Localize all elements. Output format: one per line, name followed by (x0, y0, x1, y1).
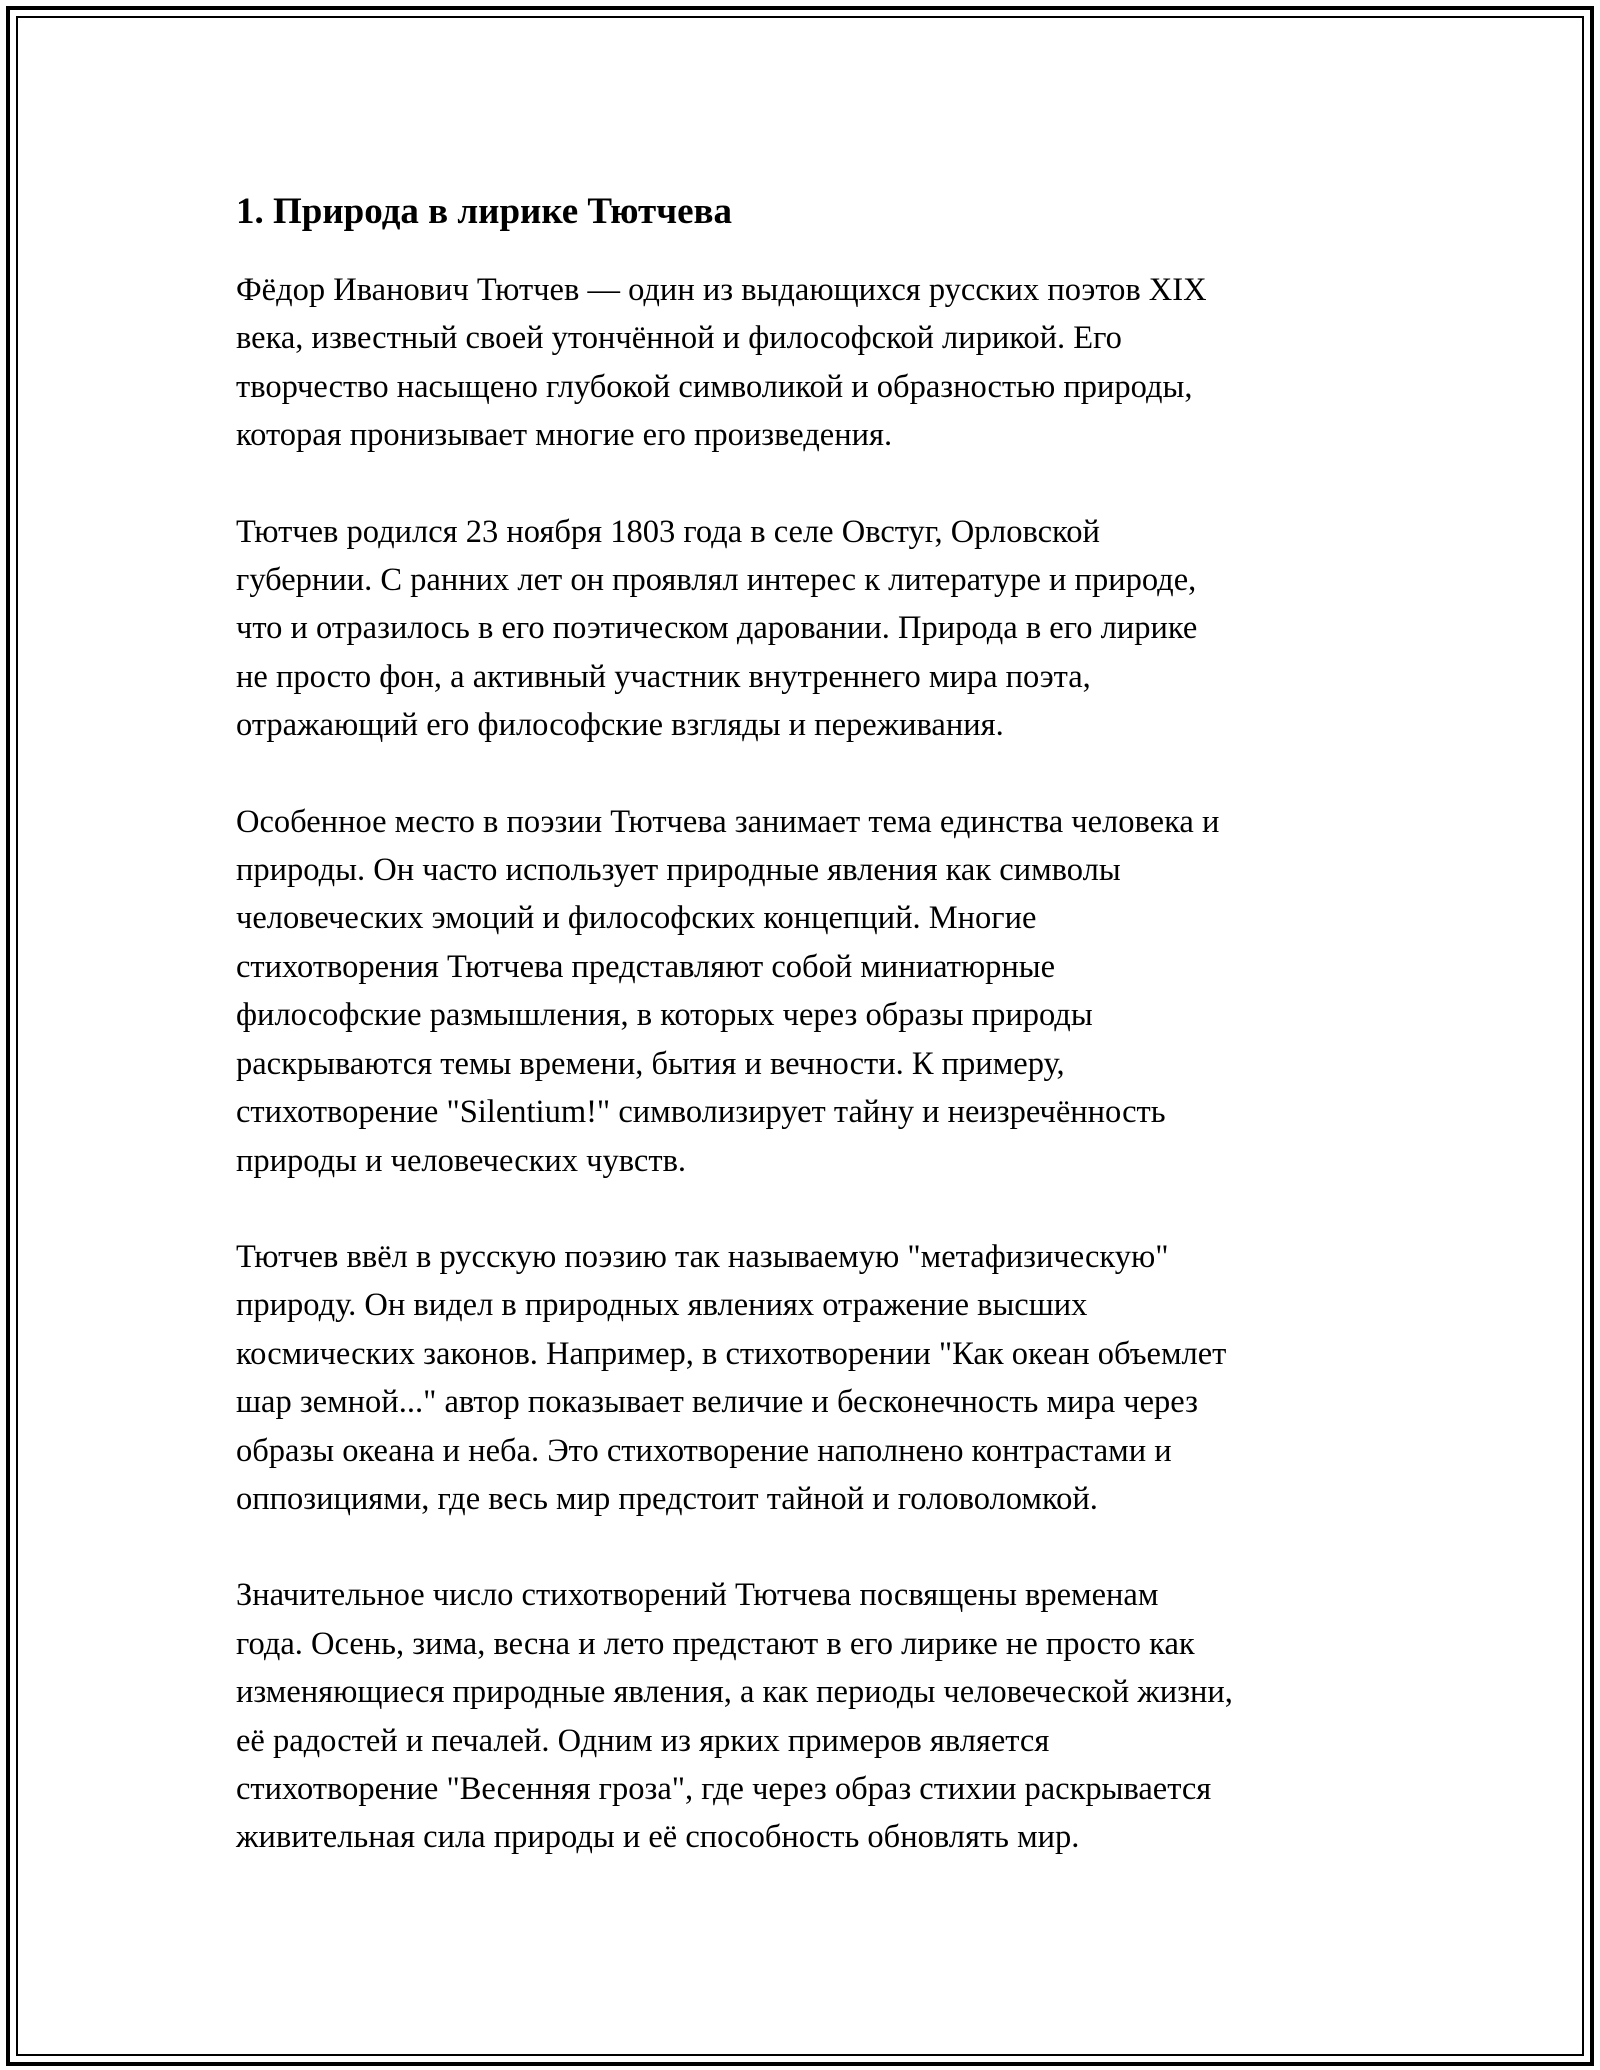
text-line: шар земной..." автор показывает величие и бесконечность мира через (236, 1384, 1198, 1421)
text-line: Особенное место в поэзии Тютчева занимает тема единства человека и (236, 803, 1220, 840)
text-line: природу. Он видел в природных явлениях отражение высших (236, 1287, 1088, 1324)
text-line: философские размышления, в которых через образы природы (236, 997, 1093, 1034)
text-line: творчество насыщено глубокой символикой и образностью природы, (236, 368, 1193, 405)
text-line: Значительное число стихотворений Тютчева посвящены временам (236, 1577, 1159, 1614)
text-line: Тютчев родился 23 ноября 1803 года в селе Овстуг, Орловской (236, 513, 1100, 550)
text-line: отражающий его философские взгляды и переживания. (236, 707, 1004, 744)
paragraph-biography (236, 508, 1376, 750)
text-line: человеческих эмоций и философских концепций. Многие (236, 900, 1037, 937)
text-line: космических законов. Например, в стихотворении "Как океан объемлет (236, 1335, 1227, 1372)
document-body (236, 182, 1376, 1910)
text-line: не просто фон, а активный участник внутреннего мира поэта, (236, 658, 1091, 695)
text-line: раскрываются темы времени, бытия и вечности. К примеру, (236, 1045, 1065, 1082)
text-line: года. Осень, зима, весна и лето предстают в его лирике не просто как (236, 1625, 1195, 1662)
text-line: стихотворение "Весенняя гроза", где через образ стихии раскрывается (236, 1770, 1212, 1807)
text-line: природы и человеческих чувств. (236, 1142, 687, 1179)
text-line: что и отразилось в его поэтическом даровании. Природа в его лирике (236, 610, 1198, 647)
paragraph-unity-theme (236, 798, 1376, 1185)
text-line: века, известный своей утончённой и философской лирикой. Его (236, 320, 1122, 357)
paragraph-metaphysical-nature (236, 1233, 1376, 1523)
text-line: стихотворения Тютчева представляют собой миниатюрные (236, 948, 1056, 985)
text-line: которая пронизывает многие его произведения. (236, 417, 893, 454)
text-line: образы океана и неба. Это стихотворение наполнено контрастами и (236, 1432, 1172, 1469)
text-line: изменяющиеся природные явления, а как периоды человеческой жизни, (236, 1674, 1233, 1711)
text-line: губернии. С ранних лет он проявлял интерес к литературе и природе, (236, 562, 1197, 599)
text-line: оппозициями, где весь мир предстоит тайной и головоломкой. (236, 1480, 1098, 1517)
section-heading: 1. Природа в лирике Тютчева (236, 191, 732, 232)
text-line: её радостей и печалей. Одним из ярких примеров является (236, 1722, 1050, 1759)
text-line: Тютчев ввёл в русскую поэзию так называемую "метафизическую" (236, 1238, 1169, 1275)
text-line: стихотворение "Silentium!" символизирует тайну и неизречённость (236, 1094, 1166, 1131)
paragraph-seasons (236, 1571, 1376, 1861)
text-line: Фёдор Иванович Тютчев — один из выдающихся русских поэтов XIX (236, 272, 1207, 308)
text-line: природы. Он часто использует природные явления как символы (236, 852, 1121, 889)
text-line: живительная сила природы и её способность обновлять мир. (236, 1819, 1080, 1856)
paragraph-intro (236, 266, 1376, 460)
